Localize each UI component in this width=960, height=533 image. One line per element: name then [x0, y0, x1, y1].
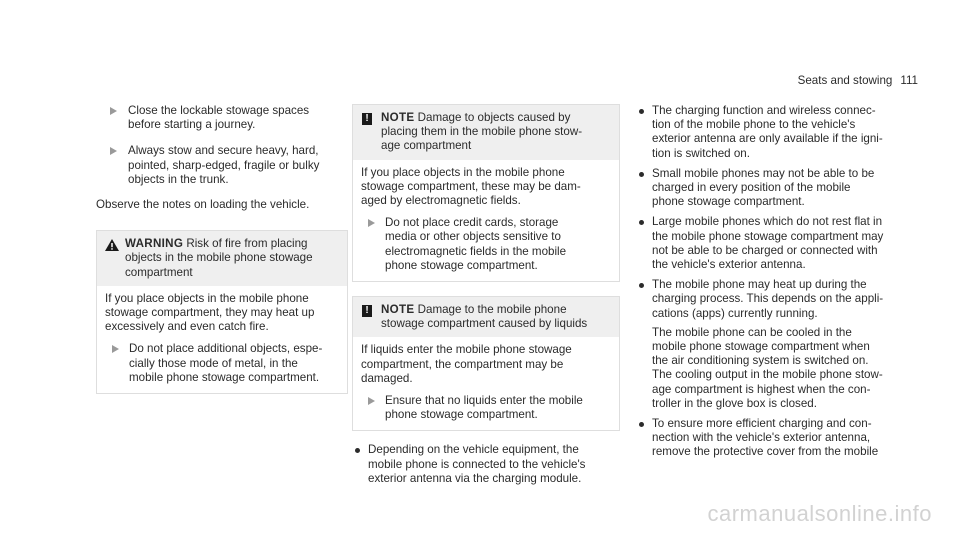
warning-title: Risk of fire from placing objects in the mobile phone stowage compartment — [125, 237, 313, 279]
note-header — [353, 105, 619, 160]
instruction-step: Close the lockable stowage spaces before starting a journey. — [96, 104, 348, 132]
column-right — [636, 104, 906, 460]
note-title: Damage to the mobile phone stowage compartment caused by liquids — [381, 303, 588, 331]
page-header — [798, 74, 918, 88]
note-box — [352, 104, 620, 282]
bullet-icon — [355, 448, 360, 453]
note-text: If you place objects in the mobile phone stowage compartment, these may be dam- aged by electromagnetic fields. — [361, 165, 581, 208]
column-middle — [352, 104, 620, 486]
exclamation-icon: ! — [362, 305, 372, 317]
arrow-right-icon — [368, 397, 375, 405]
note-title: Damage to objects caused by placing them in the mobile phone stow- age compartment — [381, 111, 583, 153]
note-body — [353, 337, 619, 430]
list-item: Depending on the vehicle equipment, the mobile phone is connected to the vehicle's exterior antenna via the charging module. — [352, 443, 620, 486]
instruction-step: Always stow and secure heavy, hard, pointed, sharp-edged, fragile or bulky objects in the trunk. — [96, 144, 348, 187]
list-item: Small mobile phones may not be able to be charged in every position of the mobile phone stowage compartment. — [636, 167, 906, 210]
note-label: NOTE — [381, 303, 415, 317]
bullet-icon — [639, 109, 644, 114]
note-label: NOTE — [381, 111, 415, 124]
warning-text: If you place objects in the mobile phone stowage compartment, they may heat up excessively and even catch fire. — [105, 291, 315, 334]
note-body — [353, 160, 619, 281]
instruction-step: Do not place credit cards, storage media or other objects sensitive to electromagnetic fields in the mobile phone stowage compartment. — [361, 216, 611, 273]
list-item: To ensure more efficient charging and con- nection with the vehicle's exterior antenna, remove the protective cover from the mobile — [636, 417, 906, 460]
bullet-icon — [639, 220, 644, 225]
bullet-icon — [639, 283, 644, 288]
warning-label: WARNING — [125, 237, 184, 251]
arrow-right-icon — [110, 107, 117, 115]
section-title: Seats and stowing — [797, 74, 893, 87]
list-item: Large mobile phones which do not rest flat in the mobile phone stowage compartment may not be able to be charged or connected with the vehicle's exterior antenna. — [636, 215, 906, 272]
instruction-step: Ensure that no liquids enter the mobile phone stowage compartment. — [361, 394, 611, 422]
note-box — [352, 296, 620, 431]
exclamation-icon: ! — [362, 113, 372, 125]
list-item-detail: The mobile phone can be cooled in the mobile phone stowage compartment when the air conditioning system is switched on. The cooling output in the mobile phone stow- age compartment is highest when the con- troller in the glove box is closed. — [652, 325, 883, 410]
note-text: If liquids enter the mobile phone stowage compartment, the compartment may be damaged. — [361, 343, 572, 385]
list-item: The mobile phone may heat up during the charging process. This depends on the appli- cations (apps) currently running. The mobile phone can be cooled in the mobile phone stowage compartment when the air conditioning system is switched on. The cooling output in the mobile phone stow- age compartment is highest when the con- troller in the glove box is closed. — [636, 278, 906, 411]
page-number: 111 — [900, 74, 918, 87]
note-header — [353, 297, 619, 337]
instruction-step: Do not place additional objects, espe- cially those mode of metal, in the mobile phone stowage compartment. — [105, 342, 339, 385]
warning-body — [97, 286, 347, 393]
arrow-right-icon — [110, 147, 117, 155]
column-left — [96, 104, 348, 394]
observe-notes-text: Observe the notes on loading the vehicle. — [96, 198, 310, 212]
watermark: carmanualsonline.info — [707, 500, 932, 526]
warning-triangle-icon — [105, 239, 119, 251]
arrow-right-icon — [112, 345, 119, 353]
bullet-icon — [639, 422, 644, 427]
warning-header — [97, 231, 347, 286]
arrow-right-icon — [368, 219, 375, 227]
list-item: The charging function and wireless connec- tion of the mobile phone to the vehicle's exterior antenna are only available if the igni- tion is switched on. — [636, 104, 906, 161]
warning-box — [96, 230, 348, 394]
bullet-icon — [639, 172, 644, 177]
